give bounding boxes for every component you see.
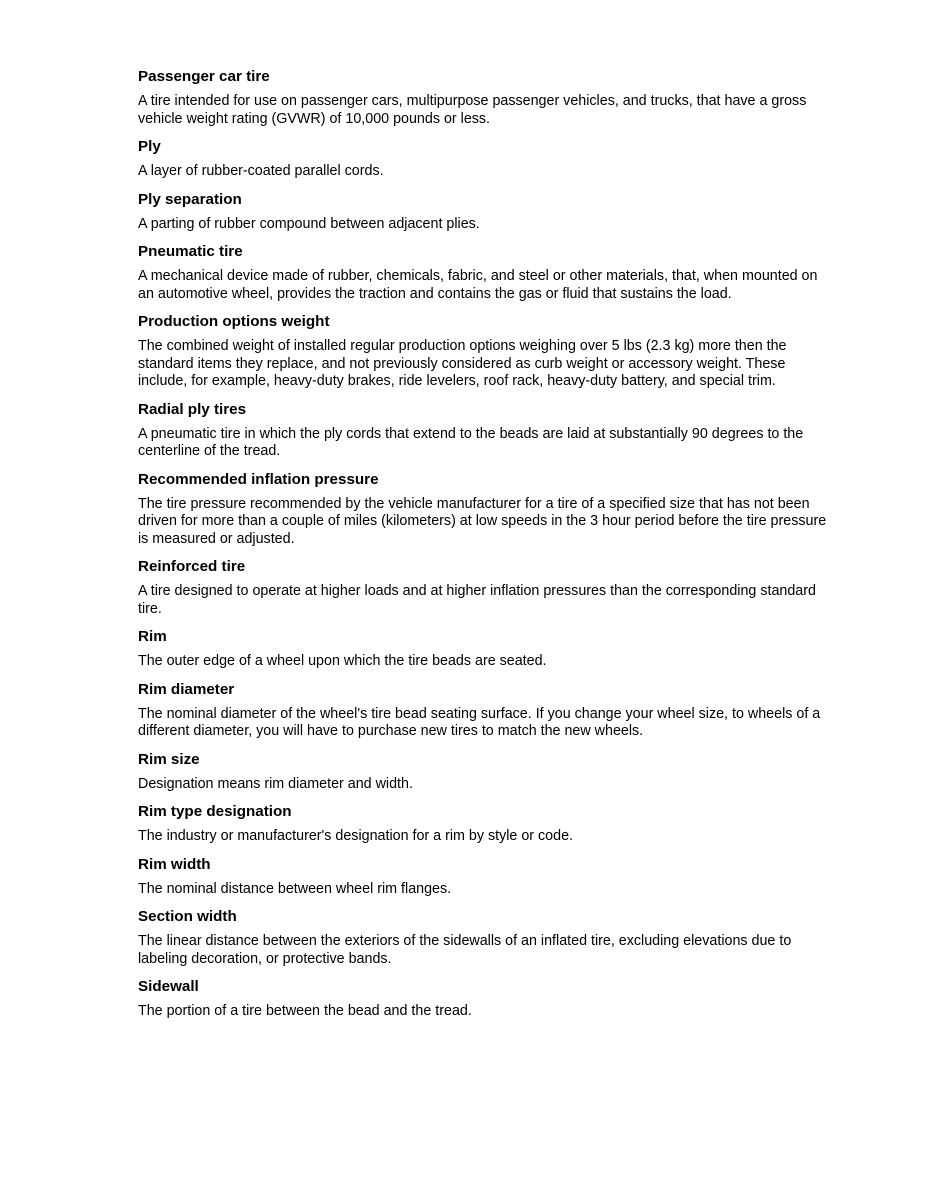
glossary-definition: The nominal diameter of the wheel's tire bead seating surface. If you change your wheel size, to wheels of a different diameter, you will have to purchase new tires to match the new wheels.	[138, 705, 821, 739]
glossary-entry	[138, 977, 828, 1021]
glossary-definition: A pneumatic tire in which the ply cords that extend to the beads are laid at substantially 90 degrees to the centerline of the tread.	[138, 425, 804, 459]
glossary-entry	[138, 67, 828, 128]
glossary-term: Ply	[138, 138, 161, 155]
glossary-entry	[138, 312, 828, 391]
glossary-page	[138, 67, 828, 1030]
glossary-term: Rim diameter	[138, 680, 235, 698]
glossary-entry	[138, 557, 828, 618]
glossary-term: Reinforced tire	[138, 558, 246, 575]
glossary-entry	[138, 680, 828, 741]
glossary-entry	[138, 137, 828, 181]
glossary-entry	[138, 242, 828, 303]
glossary-term: Pneumatic tire	[138, 243, 243, 260]
glossary-definition: The portion of a tire between the bead and the tread.	[138, 1003, 472, 1019]
glossary-definition: A parting of rubber compound between adjacent plies.	[138, 215, 480, 232]
glossary-definition: The tire pressure recommended by the vehicle manufacturer for a tire of a specified size that has not been driven for more than a couple of miles (kilometers) at low speeds in the 3 hour period before the tire pressure is measured or adjusted.	[138, 495, 827, 547]
glossary-entry	[138, 627, 828, 671]
glossary-definition: A mechanical device made of rubber, chemicals, fabric, and steel or other materials, that, when mounted on an automotive wheel, provides the traction and contains the gas or fluid that sustains the load.	[138, 268, 818, 302]
glossary-entry	[138, 470, 828, 549]
glossary-entry	[138, 190, 828, 234]
glossary-term: Section width	[138, 908, 237, 925]
glossary-definition: The outer edge of a wheel upon which the tire beads are seated.	[138, 653, 547, 669]
glossary-term: Rim width	[138, 855, 211, 873]
glossary-term: Rim	[138, 628, 167, 645]
glossary-term: Radial ply tires	[138, 400, 247, 418]
glossary-term: Production options weight	[138, 313, 330, 330]
glossary-definition: A tire intended for use on passenger cars, multipurpose passenger vehicles, and trucks, that have a gross vehicle weight rating (GVWR) of 10,000 pounds or less.	[138, 93, 807, 127]
glossary-definition: Designation means rim diameter and width.	[138, 775, 413, 792]
glossary-term: Rim size	[138, 750, 200, 768]
glossary-term: Recommended inflation pressure	[138, 470, 379, 488]
glossary-entry	[138, 802, 828, 846]
glossary-entry	[138, 907, 828, 968]
glossary-definition: The linear distance between the exteriors of the sidewalls of an inflated tire, excluding elevations due to labeling decoration, or protective bands.	[138, 933, 792, 967]
glossary-definition: The nominal distance between wheel rim flanges.	[138, 880, 452, 897]
glossary-definition: The industry or manufacturer's designation for a rim by style or code.	[138, 828, 574, 844]
glossary-definition: A layer of rubber-coated parallel cords.	[138, 163, 384, 179]
glossary-definition: A tire designed to operate at higher loads and at higher inflation pressures than the corresponding standard tire.	[138, 583, 816, 617]
glossary-entry	[138, 855, 828, 899]
glossary-term: Rim type designation	[138, 803, 292, 820]
glossary-term: Sidewall	[138, 978, 199, 995]
glossary-entry	[138, 750, 828, 794]
glossary-term: Passenger car tire	[138, 68, 270, 85]
glossary-definition: The combined weight of installed regular production options weighing over 5 lbs (2.3 kg) more then the standard items they replace, and not previously considered as curb weight or accessory weight. These include, for example, heavy-duty brakes, ride levelers, roof rack, heavy-duty battery, and special trim.	[138, 338, 787, 389]
glossary-entry	[138, 400, 828, 461]
glossary-term: Ply separation	[138, 190, 242, 208]
